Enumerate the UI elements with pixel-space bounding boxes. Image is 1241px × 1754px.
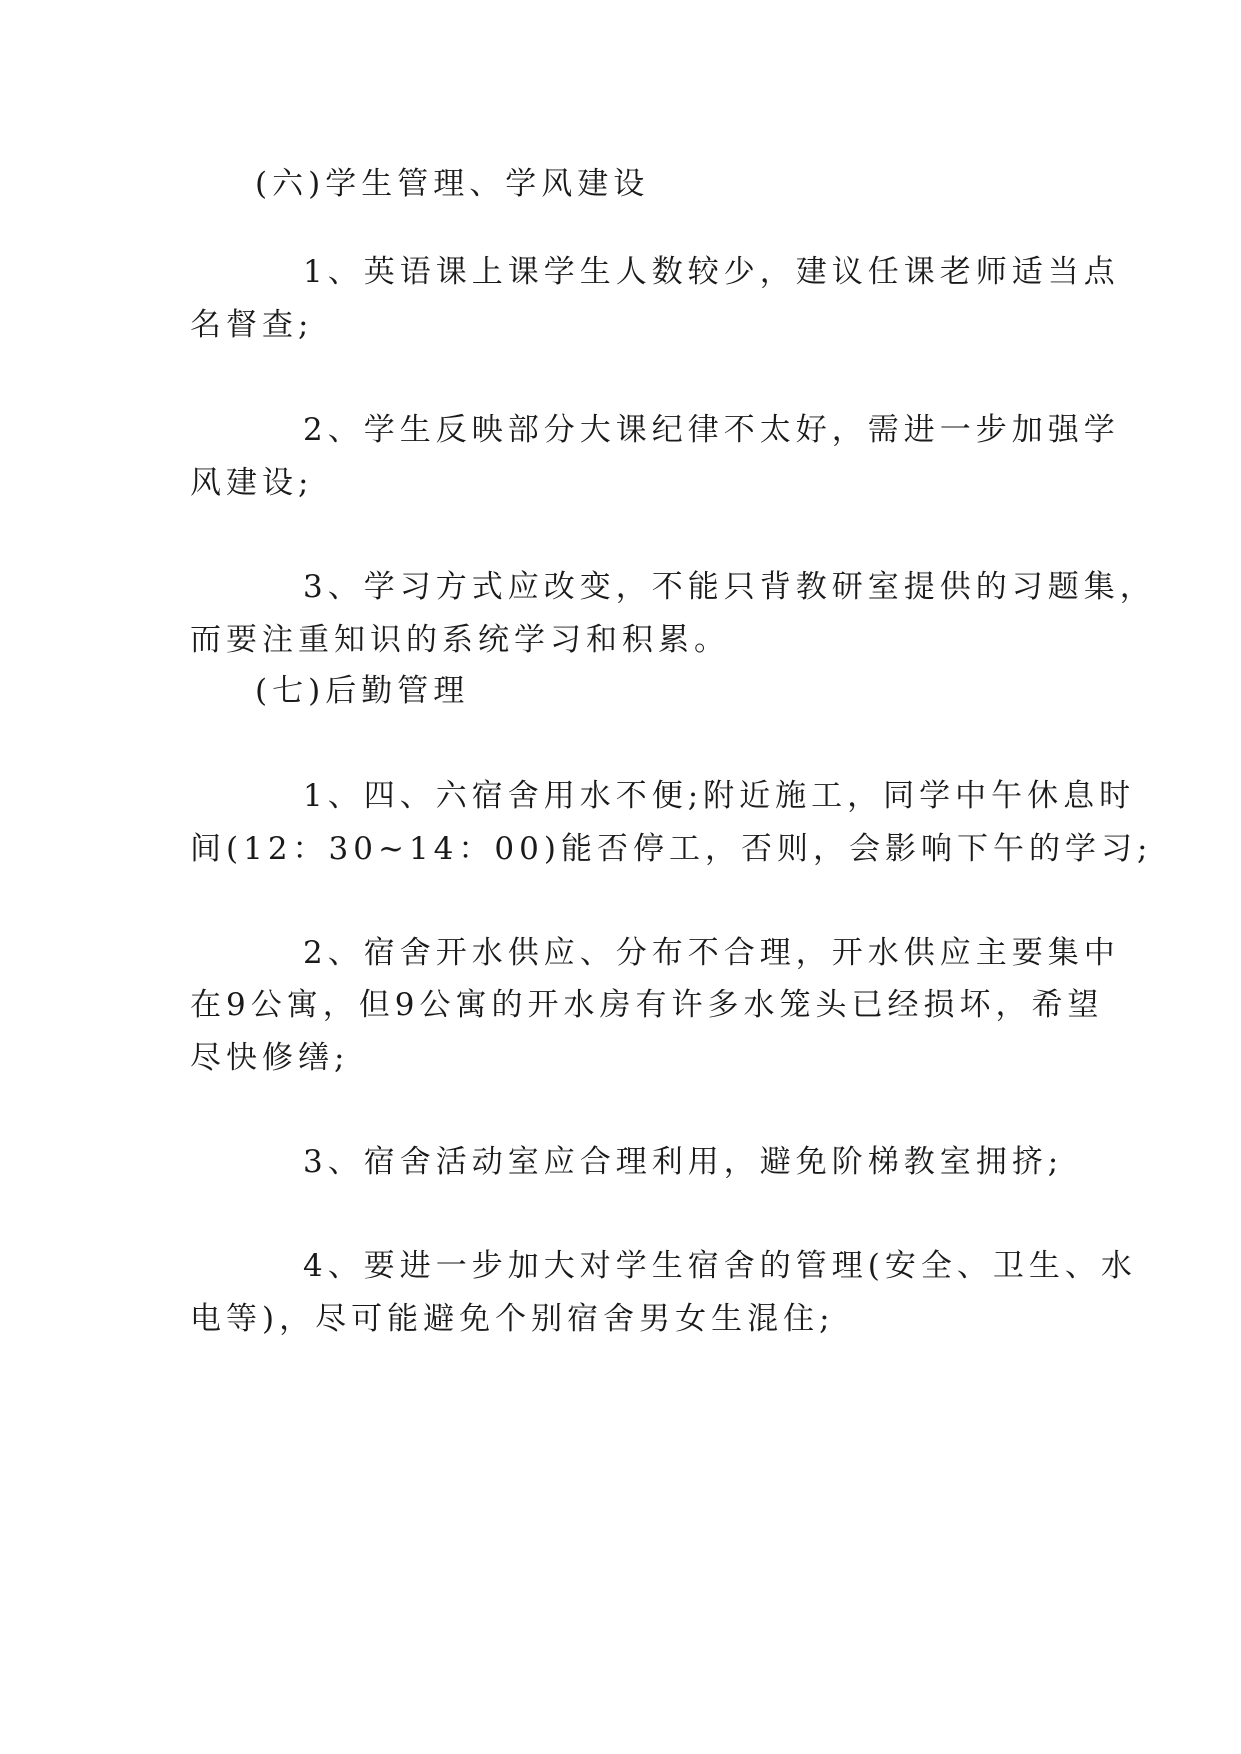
paragraph-line: 在9公寓，但9公寓的开水房有许多水笼头已经损坏，希望 <box>190 987 1104 1023</box>
paragraph-line: 电等)，尽可能避免个别宿舍男女生混住; <box>190 1301 835 1337</box>
section-heading-logistics-management: (七)后勤管理 <box>255 673 470 709</box>
paragraph-line: 而要注重知识的系统学习和积累。 <box>190 622 730 658</box>
paragraph-line: 1、四、六宿舍用水不便;附近施工，同学中午休息时 <box>303 778 1136 814</box>
paragraph-line: 风建设; <box>190 465 314 501</box>
paragraph-line: 间(12：30~14：00)能否停工，否则，会影响下午的学习; <box>190 831 1153 867</box>
paragraph-line: 4、要进一步加大对学生宿舍的管理(安全、卫生、水 <box>303 1248 1137 1284</box>
paragraph-line: 2、学生反映部分大课纪律不太好，需进一步加强学 <box>303 412 1120 448</box>
paragraph-line: 名督查; <box>190 307 314 343</box>
paragraph-line: 3、宿舍活动室应合理利用，避免阶梯教室拥挤; <box>303 1144 1064 1180</box>
section-heading-student-management: (六)学生管理、学风建设 <box>255 166 650 202</box>
paragraph-line: 尽快修缮; <box>190 1040 350 1076</box>
paragraph-line: 3、学习方式应改变，不能只背教研室提供的习题集， <box>303 569 1156 605</box>
paragraph-line: 2、宿舍开水供应、分布不合理，开水供应主要集中 <box>303 935 1120 971</box>
paragraph-line: 1、英语课上课学生人数较少，建议任课老师适当点 <box>303 254 1120 290</box>
